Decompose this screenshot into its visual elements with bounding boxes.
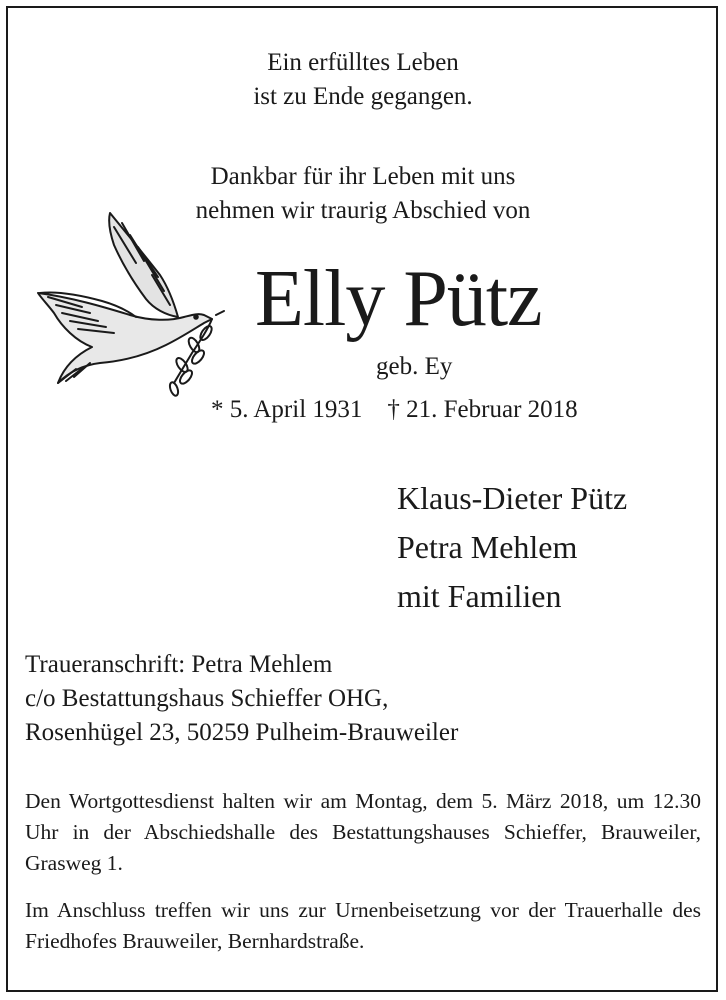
burial-notice: Im Anschluss treffen wir uns zur Urnenbeisetzung vor der Trauerhalle des Friedhofes Brauweiler, Bernhardstraße. [25,898,701,953]
mourners-list [397,474,627,621]
intro-verse [0,46,726,114]
address-line-1: Traueranschrift: Petra Mehlem [25,651,333,678]
mourner-1: Klaus-Dieter Pütz [397,480,628,516]
intro-line-1: Ein erfülltes Leben [267,49,459,76]
life-dates: * 5. April 1931 † 21. Februar 2018 [211,396,578,423]
intro-line-3: Dankbar für ihr Leben mit uns [210,163,516,190]
mourner-3: mit Familien [397,578,562,614]
address-line-2: c/o Bestattungshaus Schieffer OHG, [25,685,389,712]
service-notice: Den Wortgottesdienst halten wir am Montag, dem 5. März 2018, um 12.30 Uhr in der Abschiedshalle des Bestattungshauses Schieffer, Brauweiler, Grasweg 1. [25,789,701,875]
address-line-3: Rosenhügel 23, 50259 Pulheim-Brauweiler [25,719,459,746]
mourning-address [25,648,458,750]
deceased-name: Elly Pütz [255,255,542,343]
intro-line-2: ist zu Ende gegangen. [253,83,473,110]
dove-with-olive-branch-icon [18,205,230,397]
mourner-2: Petra Mehlem [397,529,578,565]
maiden-name: geb. Ey [376,353,453,380]
intro-line-4: nehmen wir traurig Abschied von [195,197,531,224]
